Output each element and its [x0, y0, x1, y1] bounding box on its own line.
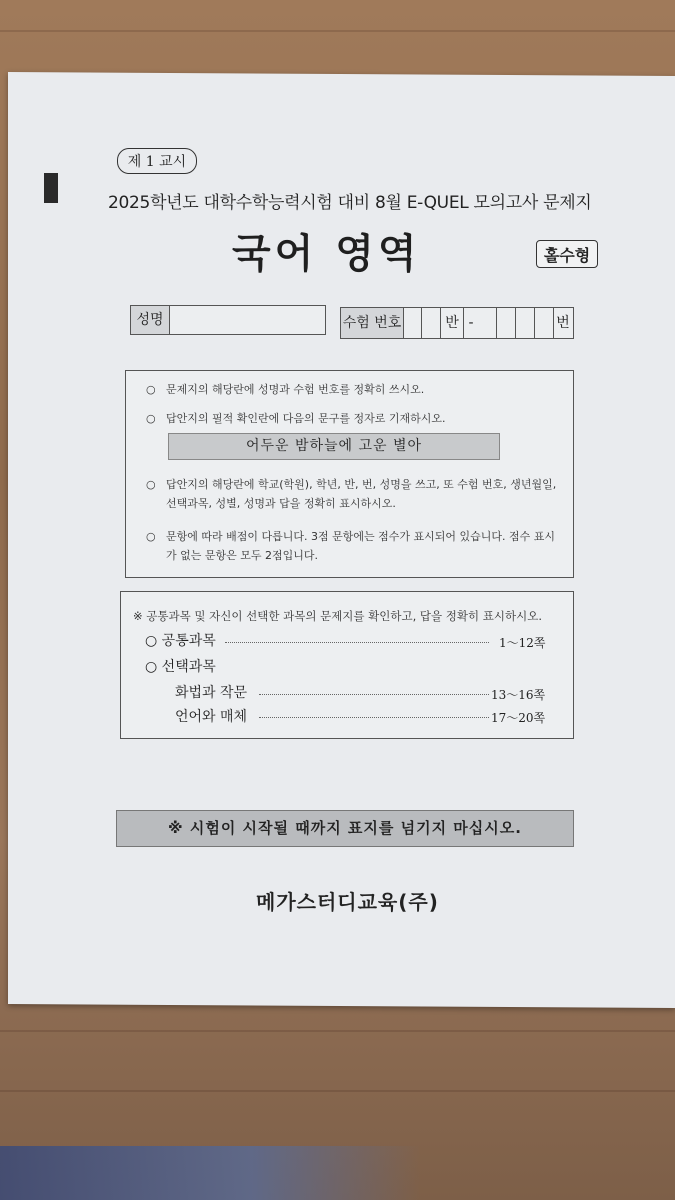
bullet-circle-icon: ○ — [146, 478, 156, 491]
binding-tab-mark — [44, 173, 58, 203]
toc-elective-item: 언어와 매체 — [175, 709, 248, 725]
instructions-box — [125, 370, 574, 578]
instruction-item: ○ 문제지의 해당란에 성명과 수험 번호를 정확히 쓰시오. — [150, 380, 560, 399]
id-digit-cell[interactable] — [516, 308, 535, 338]
wood-grain — [0, 30, 675, 32]
handwriting-check-phrase: 어두운 밤하늘에 고운 별아 — [168, 433, 500, 460]
instruction-item: ○ 답안지의 해당란에 학교(학원), 학년, 반, 번, 성명을 쓰고, 또 수험 번호, 생년월일, 선택과목, 성별, 성명과 답을 정확히 표시하시오. — [150, 475, 560, 513]
toc-leader-dots — [225, 642, 489, 643]
id-digit-cell[interactable] — [403, 308, 422, 338]
toc-elective-pages: 13～16쪽 — [491, 688, 546, 702]
exam-title: 2025학년도 대학수학능력시험 대비 8월 E-QUEL 모의고사 문제지 — [108, 193, 592, 213]
wood-grain — [0, 1030, 675, 1032]
class-label: 반 — [441, 308, 464, 338]
number-label: 번 — [556, 315, 570, 331]
toc-elective-item: 화법과 작문 — [175, 685, 248, 701]
exam-number-label: 수험 번호 — [341, 308, 404, 338]
toc-note: ※ 공통과목 및 자신이 선택한 과목의 문제지를 확인하고, 답을 정확히 표시하시오. — [133, 609, 542, 623]
toc-common-label: ○ 공통과목 — [145, 633, 216, 649]
table-of-contents — [120, 591, 574, 739]
toc-leader-dots — [259, 694, 489, 695]
id-digit-cell[interactable] — [535, 308, 554, 338]
id-dash: - — [468, 315, 474, 331]
toc-elective-pages: 17～20쪽 — [491, 711, 546, 725]
background-object — [0, 1146, 420, 1200]
name-label: 성명 — [131, 306, 170, 334]
instruction-item: ○ 문항에 따라 배점이 다릅니다. 3점 문항에는 점수가 표시되어 있습니다. 점수 표시가 없는 문항은 모두 2점입니다. — [150, 527, 560, 565]
question-type-badge: 홀수형 — [536, 240, 598, 268]
bullet-circle-icon: ○ — [146, 530, 156, 543]
toc-elective-label: ○ 선택과목 — [145, 659, 216, 675]
bullet-circle-icon: ○ — [146, 412, 156, 425]
subject-title: 국어 영역 — [232, 230, 421, 277]
do-not-open-warning: ※ 시험이 시작될 때까지 표지를 넘기지 마십시오. — [116, 810, 574, 847]
publisher-name: 메가스터디교육(주) — [256, 890, 439, 914]
id-digit-cell[interactable] — [497, 308, 516, 338]
instruction-item: ○ 답안지의 필적 확인란에 다음의 문구를 정자로 기재하시오. — [150, 409, 560, 428]
toc-common-pages: 1～12쪽 — [499, 636, 546, 650]
toc-leader-dots — [259, 717, 489, 718]
session-badge: 제 1 교시 — [117, 148, 197, 174]
id-digit-cell[interactable] — [422, 308, 441, 338]
id-digit-cell[interactable] — [478, 308, 497, 338]
name-field[interactable] — [130, 305, 326, 335]
exam-number-field[interactable] — [340, 307, 574, 339]
wood-grain — [0, 1090, 675, 1092]
bullet-circle-icon: ○ — [146, 383, 156, 396]
